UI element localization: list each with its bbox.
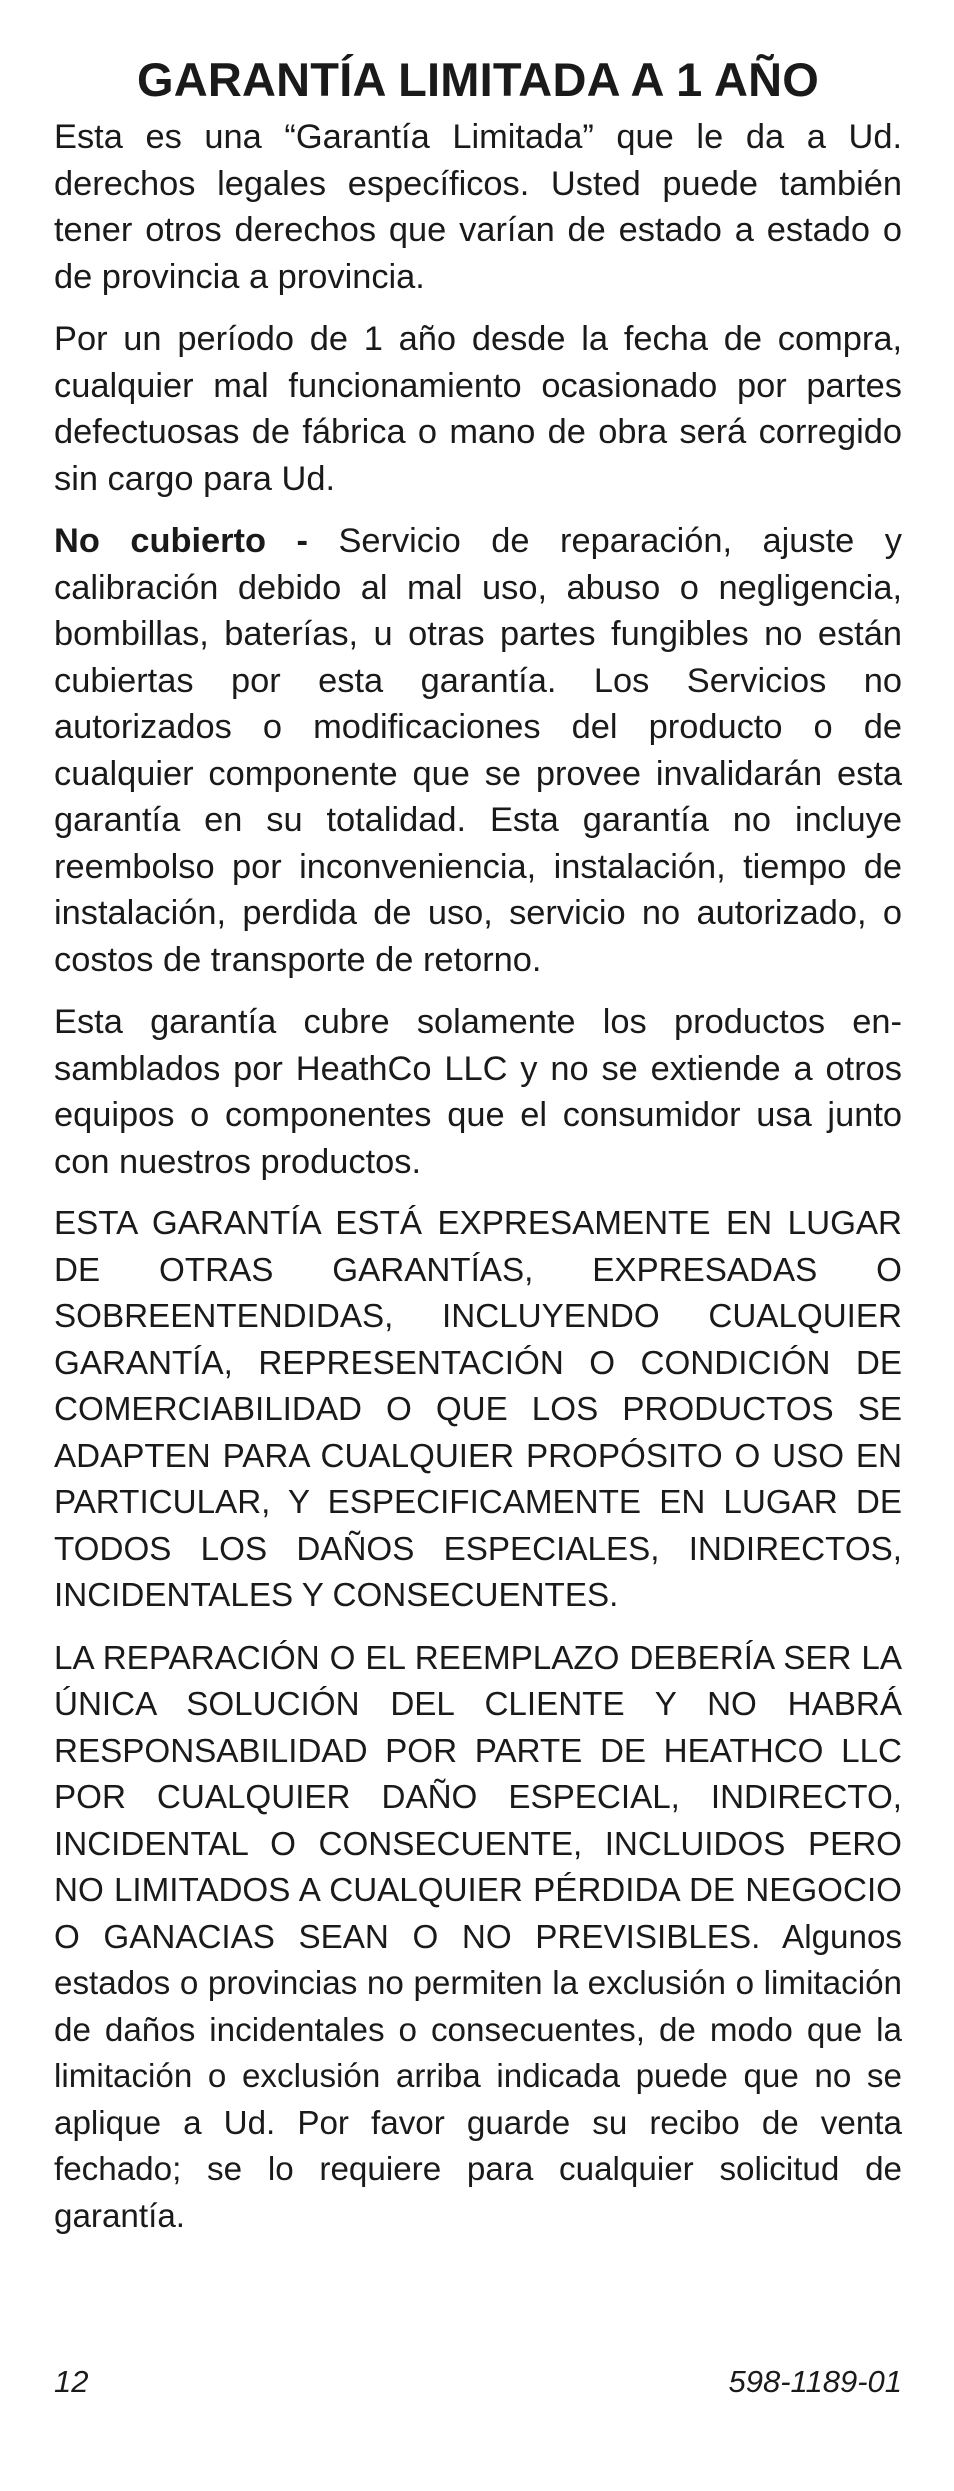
paragraph-coverage-period — [54, 316, 902, 502]
page-number: 12 — [54, 2364, 89, 2399]
document-code: 598-1189-01 — [728, 2364, 902, 2399]
paragraph-text: LA REPARACIÓN O EL REEMPLAZO DEBERÍA SER LA ÚNICA SOLUCIÓN DEL CLIENTE Y NO HABRÁ RESPONSABILIDAD POR PARTE DE HEATHCO LLC POR CUALQUIER DAÑO ESPECIAL, INDIRECTO, INCIDENTAL O CONSECUENTE, INCLUIDOS PERO NO LIMITADOS A CUALQUIER PÉRDIDA DE NEGOCIO O GANACIAS SEAN O NO PREVISIBLES. Algunos estados o provincias no permiten la exclusión o limitación de daños incidentales o consecuentes, de modo que la limitación o exclusión arriba indicada puede que no se aplique a Ud. Por favor guarde su recibo de venta fechado; se lo requiere para cualquier solicitud de garantía. — [54, 1639, 902, 2235]
paragraph-lead: No cubierto - — [54, 522, 339, 560]
paragraph-text: Por un período de 1 año desde la fecha de compra, cualquier mal funcionamiento ocasionado por partes defectuosas de fábrica o mano de obra será corregido sin cargo para Ud. — [54, 320, 902, 498]
paragraph-products-covered — [54, 999, 902, 1185]
paragraph-liability-limit — [54, 1636, 902, 2241]
warranty-page — [54, 52, 902, 2256]
paragraph-text: ESTA GARANTÍA ESTÁ EXPRESAMENTE EN LUGAR DE OTRAS GARANTÍAS, EXPRESADAS O SOBREENTENDIDAS, INCLUYENDO CUALQUIER GARANTÍA, REPRESENTACIÓN O CONDICIÓN DE COMERCIABILIDAD O QUE LOS PRODUCTOS SE ADAPTEN PARA CUALQUIER PROPÓSITO O USO EN PARTICULAR, Y ESPECIFICAMENTE EN LUGAR DE TODOS LOS DAÑOS ESPECIALES, INDIRECTOS, INCIDENTALES Y CONSECUENTES. — [54, 1205, 902, 1614]
page-footer — [54, 2362, 902, 2402]
paragraph-text: Servicio de reparación, ajuste y calibración debido al mal uso, abuso o negligencia, bombillas, baterías, u otras partes fungibles no están cubiertas por esta garantía. Los Servicios no autorizados o modificaciones del producto o de cualquier componente que se provee invalidarán esta garantía en su totalidad. Esta garantía no incluye reembolso por inconveniencia, instalación, tiempo de instalación, perdida de uso, servicio no autorizado, o costos de transporte de retorno. — [54, 522, 902, 979]
paragraph-text: Esta garantía cubre solamente los productos ensamblados por HeathCo LLC y no se extiende a otros equipos o componentes que el consumidor usa junto con nuestros productos. — [54, 1003, 902, 1181]
paragraph-not-covered — [54, 518, 902, 983]
paragraph-warranty-exclusions — [54, 1201, 902, 1620]
page-title: GARANTÍA LIMITADA A 1 AÑO — [136, 53, 820, 106]
paragraph-text: Esta es una “Garantía Limitada” que le da a Ud. derechos legales específicos. Usted puede también tener otros derechos que varían de estado a estado o de provincia a provincia. — [54, 118, 902, 296]
paragraph-legal-rights — [54, 114, 902, 300]
